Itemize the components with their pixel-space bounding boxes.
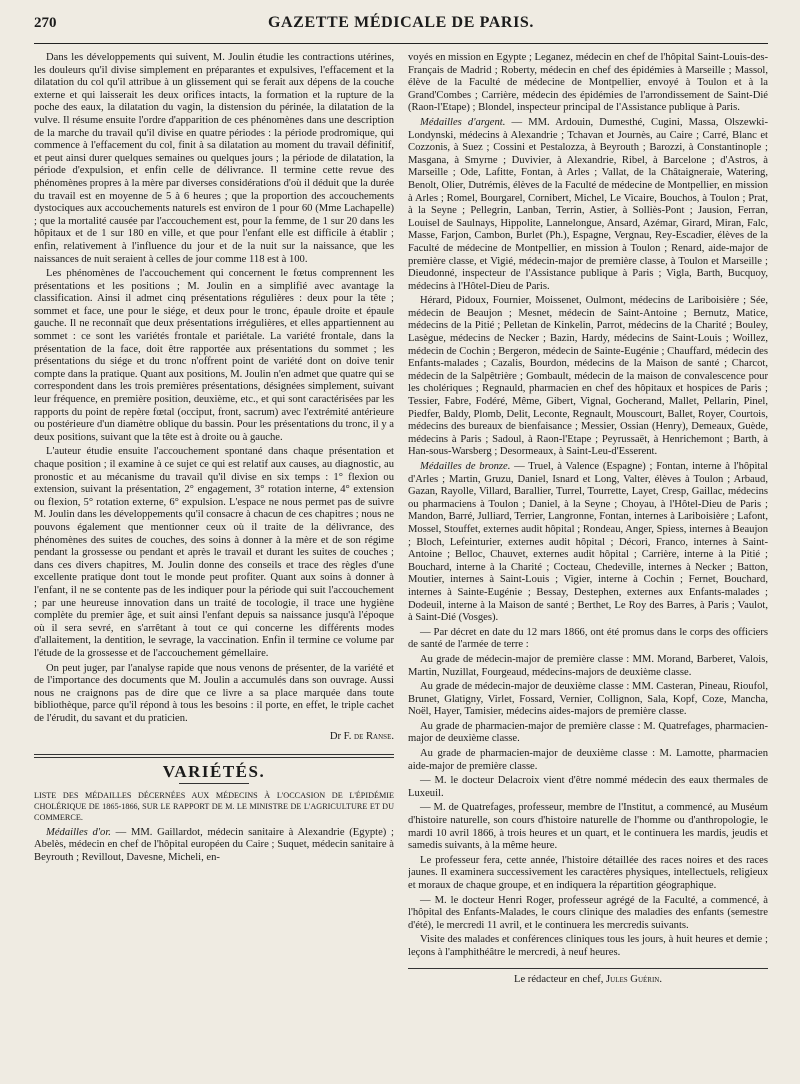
bronze-medals [408, 461, 768, 625]
silver-medals-text: — MM. Ardouin, Dumesthé, Cugini, Massa, Olszewki-Londynski, médecins à Alexandrie ; Tchavan et Journès, au Caire ; Carré, Blanc et Cozzonis, à Suez ; Cossini et Pestalozza, à Beyrouth ; Barozzi, à Constantinople ; Masgana, à Smyrne ; Duvivier, à Alexandrie, Ribel, à Barcelone ; d'Astros, à Marseille ; Ode, Lafitte, Fontan, à Arles ; Vallat, de la Châtaigneraie, Watering, Benolt, Olier, Dutrémis, élèves de la Faculté de médecine de Montpellier, en mission à Arles ; Romel, Bourgarel, Cornibert, Michel, Le Vicaire, Bouchos, à Toulon ; Prat, à la Seyne ; Pellegrin, Lanban, Terrin, Astier, à Solliès-Pont ; Jausion, Ferran, Louisel de Saulnays, Hippolite, Lannelongue, Ansard, Azémar, Girard, Miran, Falc, Masse, Farjon, Cambon, Burlet (Ph.), Espagne, Vergnau, Rey-Escadier, élèves de la Faculté de médecine de Montpellier, en mission à Toulon ; Renard, aide-major de première classe, et Vigié, médecin-major de première classe, à Toulon et Marseille ; Dieudonné, inspecteur de l'Assistance publique à Paris ; Vigla, Barth, Bucquoy, médecins à l'Hôtel-Dieu de Paris. [408, 116, 768, 292]
bronze-medals-text: — Truel, à Valence (Espagne) ; Fontan, interne à l'hôpital d'Arles ; Martin, Gruzu, Daniel, Isnard et Long, Valter, élèves à Toulon ; Arbaud, Gazan, Rayolle, Villard, Barallier, Turrel, Tourrette, Layet, Cresp, Gaillac, médecins ou pharmaciens à Toulon ; Daniel, à la Seyne ; Choyau, à l'Hôtel-Dieu de Paris ; Mandon, Barré, Julliard, Terrier, Langronne, Fontan, internes à Lariboisière ; Lafont, Mossel, Stouffet, externes audit hôpital ; Rondeau, Anger, Spiess, internes à Beaujon ; Bloch, Lefeinturier, externes audit hôpital ; Décori, Franco, internes à Saint-Antoine ; Belloc, Chauvet, externes audit hôpital ; Carrière, interne à la Pitié ; Bouchard, interne à la Charité ; Cocteau, Chedeville, internes à Necker ; Batton, Moutier, internes à Saint-Louis ; Vigier, interne à Cochin ; Fernet, Bouchard, internes à Sainte-Eugénie ; Bessay, Destephen, externes aux Enfants-malades ; Dodeuil, interne à la Maison de santé ; Berthet, Le Roy des Barres, à Paris ; Vaulot, à Saint-Dié (Vosges). [408, 461, 768, 624]
header-rule [34, 43, 768, 44]
editor-divider [408, 968, 768, 969]
gold-medals-label: Médailles d'or. [46, 826, 111, 838]
silver-medals [408, 117, 768, 293]
editor-prefix: Le rédacteur en chef, [513, 973, 607, 985]
gold-medals [34, 827, 394, 865]
news-item: Visite des malades et conférences cliniques tous les jours, à huit heures et demie ; leçons à l'amphithéâtre le mercredi, à neuf heures. [408, 934, 768, 958]
editor-signature [408, 974, 768, 987]
page-header [34, 14, 768, 40]
decree-item: Au grade de pharmacien-major de première classe : M. Quatrefages, pharmacien-major de deuxième classe. [408, 720, 768, 745]
news-item: — M. le docteur Delacroix vient d'être nommé médecin des eaux thermales de Luxeuil. [408, 775, 768, 799]
columns [34, 52, 768, 1052]
section-title: VARIÉTÉS. [162, 762, 266, 782]
decree-item: Au grade de médecin-major de deuxième classe : MM. Casteran, Pineau, Rioufol, Brunet, Glatigny, Virlet, Fossard, Vernier, Collignon, Sala, Kopf, Coze, Mancha, Noël, Hayer, Tamisier, médecins aides-majors de première classe. [408, 681, 768, 718]
gold-medals-continued: voyés en mission en Egypte ; Leganez, médecin en chef de l'hôpital Saint-Louis-des-Français de Madrid ; Roberty, médecin en chef des épidémies à Marseille ; Massol, élève de la Faculté de médecine de Montpellier, envoyé à Toulon et à la Grand'Combes ; Carrière, médecin des épidémies de l'arrondissement de Saint-Dié (Raon-l'Etape) ; Blondel, inspecteur principal de l'Assistance publique à Paris. [408, 52, 768, 114]
author-signature [34, 731, 394, 744]
page-number: 270 [34, 15, 57, 31]
decree-intro: — Par décret en date du 12 mars 1866, ont été promus dans le corps des officiers de santé de l'armée de terre : [408, 626, 768, 651]
paragraph: Dans les développements qui suivent, M. Joulin étudie les contractions utérines, les douleurs qu'il divise simplement en préparantes et expulsives, l'effacement et la dilatation du col qu'il attribue à un glissement qui se ferait aux dépens de la couche externe et qui laisserait les deux orifices intacts, la formation et la rupture de la poche des eaux, la dilatation du vagin, la distension du périnée, la dilatation de la vulve. Il résume ensuite l'ordre d'apparition de ces phénomènes dans une description de la marche du travail qu'il divise en quatre périodes : la période prodromique, qui commence à l'effacement du col, finit à sa dilatation au moment du travail définitif, et peut ainsi durer quelques semaines ou quelques jours ; la période de dilatation, la période d'expulsion, et enfin celle de délivrance. Il termine cette revue des phénomènes propres à la mère par diverses considérations d'où il déduit que la durée du travail est en moyenne de 5 à 6 heures ; que la proportion des accouchements dystociques aux accouchements naturels est environ de 1 pour 60 (Mme Lachapelle) ; que la mortalité causée par l'accouchement est, pour la femme, de 1 sur 20 dans les hôpitaux et de 1 sur 180 en ville, et que pour l'enfant elle est difficile à établir ; enfin, relativement à l'influence du jour et de la nuit sur la naissance, que les naissances de nuit seraient à celles de jour comme 118 est à 100. [34, 52, 394, 265]
medal-list-title: LISTE DES MÉDAILLES DÉCERNÉES AUX MÉDECINS À L'OCCASION DE L'ÉPIDÉMIE CHOLÉRIQUE DE 1865-1866, SUR LE RAPPORT DE M. LE MINISTRE DE L'AGRICULTURE ET DU COMMERCE. [34, 790, 394, 822]
right-column [408, 52, 768, 1052]
signature-prefix: Dr F. [329, 731, 355, 743]
journal-title: GAZETTE MÉDICALE DE PARIS. [267, 14, 534, 31]
news-item: Le professeur fera, cette année, l'histoire détaillée des races noires et des races jaunes. Il examinera successivement les caractères physiques, intellectuels, religieux et moraux de chaque groupe, et en indiquera la répartition géographique. [408, 854, 768, 891]
decree-item: Au grade de pharmacien-major de deuxième classe : M. Lamotte, pharmacien aide-major de première classe. [408, 748, 768, 772]
signature-name: de Ranse. [354, 731, 394, 743]
paragraph: Les phénomènes de l'accouchement qui concernent le fœtus comprennent les présentations et les positions ; M. Joulin en a simplifié avec avantage la classification. Ainsi il admet cinq présentations régulières : deux pour la tête ; sommet et face, une pour le siége, et deux pour le tronc, épaule droite et épaule gauche. Il ne reconnaît que deux présentations irrégulières, et elles appartiennent au sommet : ce sont les variétés frontale et pariétale. La variété frontale, dans la présentation de la face, doit être rapportée aux présentations du sommet ; les présentations du siége et du tronc n'offrent point de variété dont on doive tenir compte dans la pratique. Quant aux positions, M. Joulin n'en admet que quatre qui se correspondent dans les trois premières présentations, désignées simplement, suivant leur fréquence, en première position, deuxième, etc., et qui sont caractérisées par les rapports du point de repère fœtal (occiput, front, sacrum) avec l'extrémité antérieure ou postérieure d'un diamètre oblique du bassin. Pour les présentations du tronc, il y a deux positions, suivant que la tête est à droite ou à gauche. [34, 268, 394, 443]
editor-name: Jules Guérin. [606, 973, 662, 985]
gold-medals-text: — MM. Gaillardot, médecin sanitaire à Alexandrie (Egypte) ; Abelès, médecin en chef de l'hôpital européen du Caire ; Suquet, médecin sanitaire à Beyrouth ; Revillout, Davesne, Micheli, en- [34, 826, 394, 863]
bronze-medals-label: Médailles de bronze. [420, 461, 511, 472]
news-item: — M. le docteur Henri Roger, professeur agrégé de la Faculté, a commencé, à l'hôpital des Enfants-Malades, le cours clinique des maladies des enfants (semestre d'été), le mercredi 11 avril, et le continuera les mercredis suivants. [408, 894, 768, 931]
silver-medals-paris: Hérard, Pidoux, Fournier, Moissenet, Oulmont, médecins de Lariboisière ; Sée, médecin de Beaujon ; Mesnet, médecin de Saint-Antoine ; Bernutz, Matice, médecins de la Pitié ; Pelletan de Kinkelin, Parrot, médecins de la Charité ; Bouley, Lasègue, médecins de Necker ; Bazin, Hardy, médecins de Saint-Louis ; Woillez, médecin de Cochin ; Bergeron, médecin de Sainte-Eugénie ; Chauffard, médecin des Enfants-malades ; Cazalis, Bourdon, médecins de la Maison de santé ; Charcot, médecin de la Salpêtrière ; Gombault, médecin de la maison de convalescence pour les cholériques ; Regnauld, pharmacien en chef des hôpitaux et hospices de Paris ; Tessier, Fabre, Fodéré, Même, Gibert, Vignal, Gocherand, Mallet, Pellarin, Pinel, Piedfer, Baldy, Plomb, Delit, Leconte, Regnault, Mouscourt, Ballet, Royer, Courtois, médecins des bureaux de bienfaisance ; Messier, Ossian (Henry), Demeaux, Guède, médecins à Paris ; Sadoul, à Raon-l'Etape ; Peyrussaët, à Henrichemont ; Barth, à Han-sous-Warsberg ; Desormeaux, à Saint-Leu-d'Esserent. [408, 295, 768, 458]
paragraph: On peut juger, par l'analyse rapide que nous venons de présenter, de la variété et de l'importance des documents que M. Joulin a accumulés dans son ouvrage. Aussi nous ne craignons pas de dire que ce livre a sa place marquée dans toute bibliothèque, parce qu'il répond à tous les besoins : il porte, en effet, le triple cachet de l'érudit, du savant et du praticien. [34, 662, 394, 724]
silver-medals-label: Médailles d'argent. [420, 116, 506, 128]
left-column [34, 52, 394, 1052]
title-underline [179, 783, 249, 784]
section-divider [34, 754, 394, 758]
paragraph: L'auteur étudie ensuite l'accouchement spontané dans chaque présentation et chaque position ; il examine à ce sujet ce qui est relatif aux causes, au diagnostic, au pronostic et au mécanisme du travail qu'il divise en six temps : 1° flexion ou extension, suivant la présentation, 2° engagement, 3° rotation interne, 4° extension ou flexion, 5° rotation externe, 6° expulsion. L'espace ne nous permet pas de suivre M. Joulin dans les développements qu'il consacre à chacun de ces chapitres ; nous ne pouvons également que mentionner ceux où il traite de la délivrance, des phénomènes des suites de couches, des soins à donner à la mère et de son régime pendant la grossesse ou pendant et après le travail et durant les suites de couches ; dans ces divers chapitres, M. Joulin donne des conseils et trace des règles d'une excellente pratique dont tout le monde peut profiter. Quant aux soins à donner à l'enfant, il ne se contente pas de les indiquer pour la période qui suit l'accouchement ; par une heureuse innovation dans un traité de tocologie, il trace une hygiène complète du premier âge, et suit ainsi l'enfant depuis sa naissance jusqu'à l'époque où il sera sevré, en s'arrêtant à tout ce qui concerne les différents modes d'allaitement, la dentition, le sevrage, la vaccination. Enfin il termine ce volume par l'étude de la grossesse et de l'accouchement gémellaire. [34, 446, 394, 659]
decree-item: Au grade de médecin-major de première classe : MM. Morand, Barberet, Valois, Martin, Nuzillat, Fourgeaud, médecins-majors de deuxième classe. [408, 653, 768, 678]
news-item: — M. de Quatrefages, professeur, membre de l'Institut, a commencé, au Muséum d'histoire naturelle, son cours d'histoire naturelle de l'homme ou d'anthropologie, le mardi 10 avril 1866, à trois heures et un quart, et le continuera les mardis, jeudis et samedis suivants, à la même heure. [408, 802, 768, 852]
